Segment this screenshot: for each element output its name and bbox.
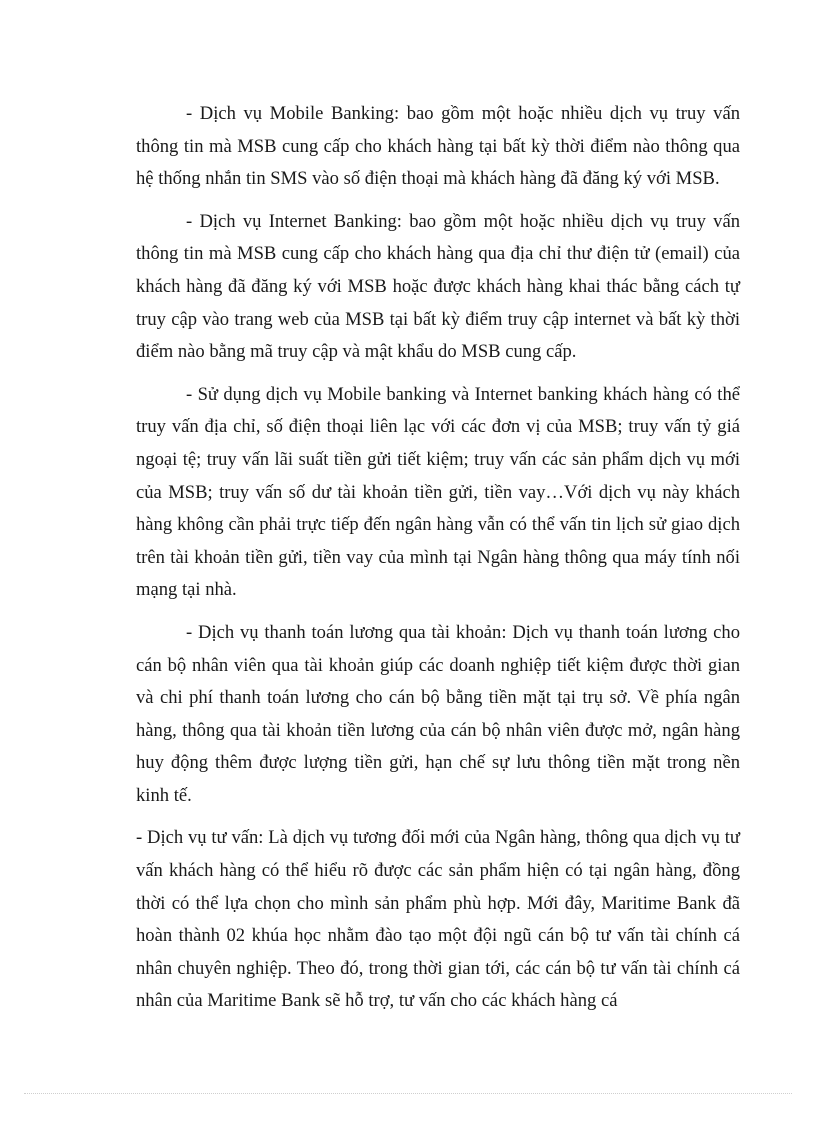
paragraph-text: Dịch vụ thanh toán lương cho cán bộ nhân viên qua tài khoản giúp các doanh nghiệp tiết kiệm được thời gian và chi phí thanh toán lương cho cán bộ bằng tiền mặt tại trụ sở. Về phía ngân hàng, thông qua tài khoản tiền lương của cán bộ nhân viên được mở, ngân hàng huy động thêm được lượng tiền gửi, hạn chế sự lưu thông tiền mặt trong nền kinh tế. xyxy=(136,621,740,806)
paragraph-label: - Dịch vụ thanh toán lương qua tài khoản: xyxy=(186,621,507,643)
paragraph-mobile-banking xyxy=(136,98,740,196)
paragraph-internet-banking xyxy=(136,206,740,369)
paragraph-consulting xyxy=(136,822,740,1018)
paragraph-usage xyxy=(136,379,740,607)
page-bottom-divider xyxy=(24,1093,792,1094)
paragraph-label: - Dịch vụ Internet Banking: xyxy=(186,210,402,232)
paragraph-text: Là dịch vụ tương đối mới của Ngân hàng, thông qua dịch vụ tư vấn khách hàng có thể hiểu rõ được các sản phẩm hiện có tại ngân hàng, đồng thời có thể lựa chọn cho mình sản phẩm phù hợp. Mới đây, Maritime Bank đã hoàn thành 02 khúa học nhằm đào tạo một đội ngũ cán bộ tư vấn tài chính cá nhân chuyên nghiệp. Theo đó, trong thời gian tới, các cán bộ tư vấn tài chính cá nhân của Maritime Bank sẽ hỗ trợ, tư vấn cho các khách hàng cá xyxy=(136,827,741,1012)
paragraph-text: khách hàng có thể truy vấn địa chỉ, số điện thoại liên lạc với các đơn vị của MSB; truy vấn tỷ giá ngoại tệ; truy vấn lãi suất tiền gửi tiết kiệm; truy vấn các sản phẩm dịch vụ mới của MSB; truy vấn số dư tài khoản tiền gửi, tiền vay…Với dịch vụ này khách hàng không cần phải trực tiếp đến ngân hàng vẫn có thể vấn tin lịch sử giao dịch trên tài khoản tiền gửi, tiền vay của mình tại Ngân hàng thông qua máy tính nối mạng tại nhà. xyxy=(136,383,740,601)
paragraph-label: - Dịch vụ tư vấn: xyxy=(136,827,264,849)
paragraph-label: - Sử dụng dịch vụ Mobile banking và Internet banking xyxy=(186,383,598,405)
paragraph-text: bao gồm một hoặc nhiều dịch vụ truy vấn thông tin mà MSB cung cấp cho khách hàng tại bất kỳ thời điểm nào thông qua hệ thống nhắn tin SMS vào số điện thoại mà khách hàng đã đăng ký với MSB. xyxy=(136,103,740,190)
paragraph-label: - Dịch vụ Mobile Banking: xyxy=(186,103,400,124)
paragraph-text: bao gồm một hoặc nhiều dịch vụ truy vấn thông tin mà MSB cung cấp cho khách hàng qua địa chỉ thư điện tử (email) của khách hàng đã đăng ký với MSB hoặc được khách hàng khai thác bằng cách tự truy cập vào trang web của MSB tại bất kỳ điểm truy cập internet và bất kỳ thời điểm nào bằng mã truy cập và mật khẩu do MSB cung cấp. xyxy=(136,210,741,363)
document-body xyxy=(136,98,740,1028)
paragraph-payroll xyxy=(136,617,740,813)
